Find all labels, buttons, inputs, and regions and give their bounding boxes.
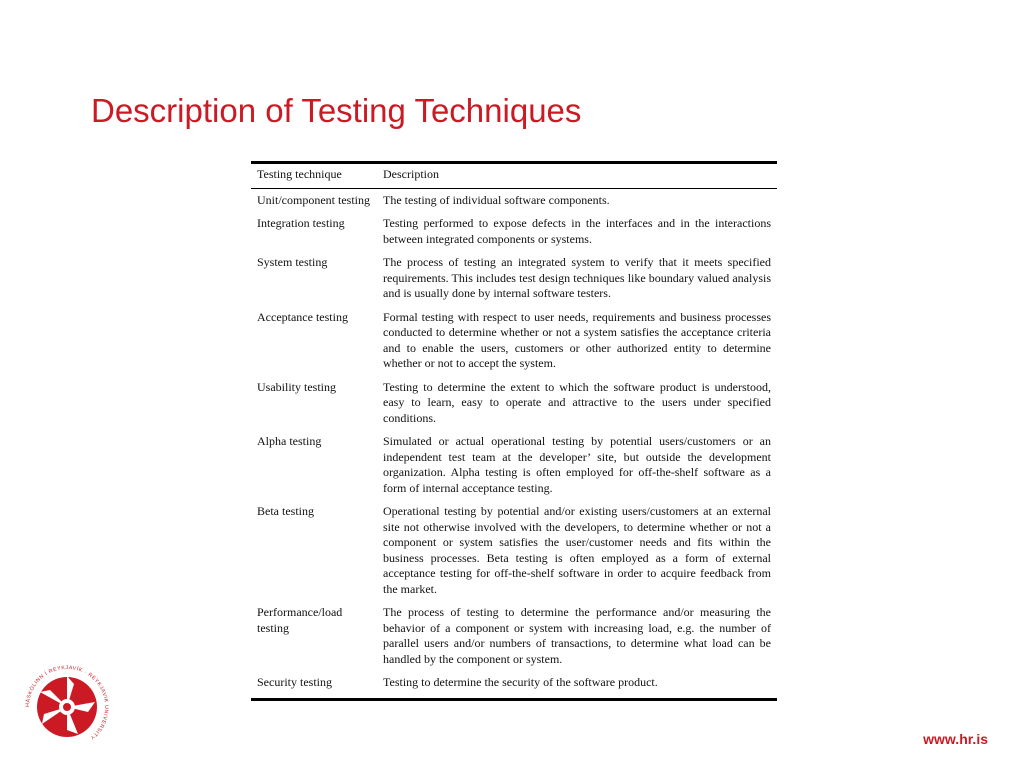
- website-url[interactable]: www.hr.is: [923, 731, 988, 747]
- description-cell: The process of testing an integrated system to verify that it meets specified requirements. This includes test design techniques like boundary valued analysis and is usually done by internal software testers.: [383, 255, 771, 300]
- table-row: [251, 433, 777, 503]
- table-row: [251, 604, 777, 674]
- technique-cell: Performance/load testing: [257, 605, 343, 635]
- table-row: [251, 254, 777, 309]
- slide-title: Description of Testing Techniques: [91, 92, 582, 129]
- table-row: [251, 188, 777, 215]
- technique-cell: Alpha testing: [257, 434, 322, 448]
- description-cell: The process of testing to determine the performance and/or measuring the behavior of a component or system with increasing load, e.g. the number of parallel users and/or numbers of transactions, to determine what load can be handled by the component or system.: [383, 605, 771, 666]
- reykjavik-university-logo-icon: [22, 662, 112, 752]
- testing-techniques-table: [251, 161, 777, 701]
- svg-text:HÁSKÓLINN Í REYKJAVÍK · REYKJA: HÁSKÓLINN Í REYKJAVÍK · REYKJAVIK UNIVERSITY: [24, 664, 110, 741]
- technique-cell: Unit/component testing: [257, 192, 370, 207]
- description-cell: Testing to determine the extent to which the software product is understood, easy to learn, easy to operate and attractive to the users under specified conditions.: [383, 379, 771, 425]
- technique-cell: Usability testing: [257, 379, 336, 394]
- technique-cell: Integration testing: [257, 216, 345, 230]
- table-row: [251, 503, 777, 604]
- technique-cell: Beta testing: [257, 504, 314, 518]
- table-header-row: [251, 163, 777, 189]
- column-header-technique: Testing technique: [251, 163, 377, 189]
- column-header-description: Description: [377, 163, 777, 189]
- description-cell: Testing performed to expose defects in the interfaces and in the interactions between integrated components or systems.: [383, 216, 771, 246]
- description-cell: Simulated or actual operational testing by potential users/customers or an independent test team at the developer’ site, but outside the development organization. Alpha testing is often employed for off-the-shelf software as a form of internal acceptance testing.: [383, 434, 771, 495]
- technique-cell: Acceptance testing: [257, 309, 348, 324]
- table-row: [251, 309, 777, 379]
- testing-techniques-table-wrapper: [251, 161, 777, 701]
- table-row: [251, 215, 777, 254]
- description-cell: Testing to determine the security of the software product.: [383, 675, 658, 689]
- description-cell: Formal testing with respect to user needs, requirements and business processes conducted to determine whether or not a system satisfies the acceptance criteria and to enable the users, customers or other authorized entity to determine whether or not to accept the system.: [383, 309, 771, 370]
- table-row: [251, 674, 777, 699]
- technique-cell: System testing: [257, 255, 328, 269]
- technique-cell: Security testing: [257, 675, 332, 689]
- description-cell: The testing of individual software components.: [383, 192, 610, 207]
- table-row: [251, 379, 777, 434]
- description-cell: Operational testing by potential and/or existing users/customers at an external site not otherwise involved with the developers, to determine whether or not a component or system satisfies the user/customer needs and fits within the business processes. Beta testing is often employed as a form of external acceptance testing for off-the-shelf software in order to acquire feedback from the market.: [383, 504, 771, 596]
